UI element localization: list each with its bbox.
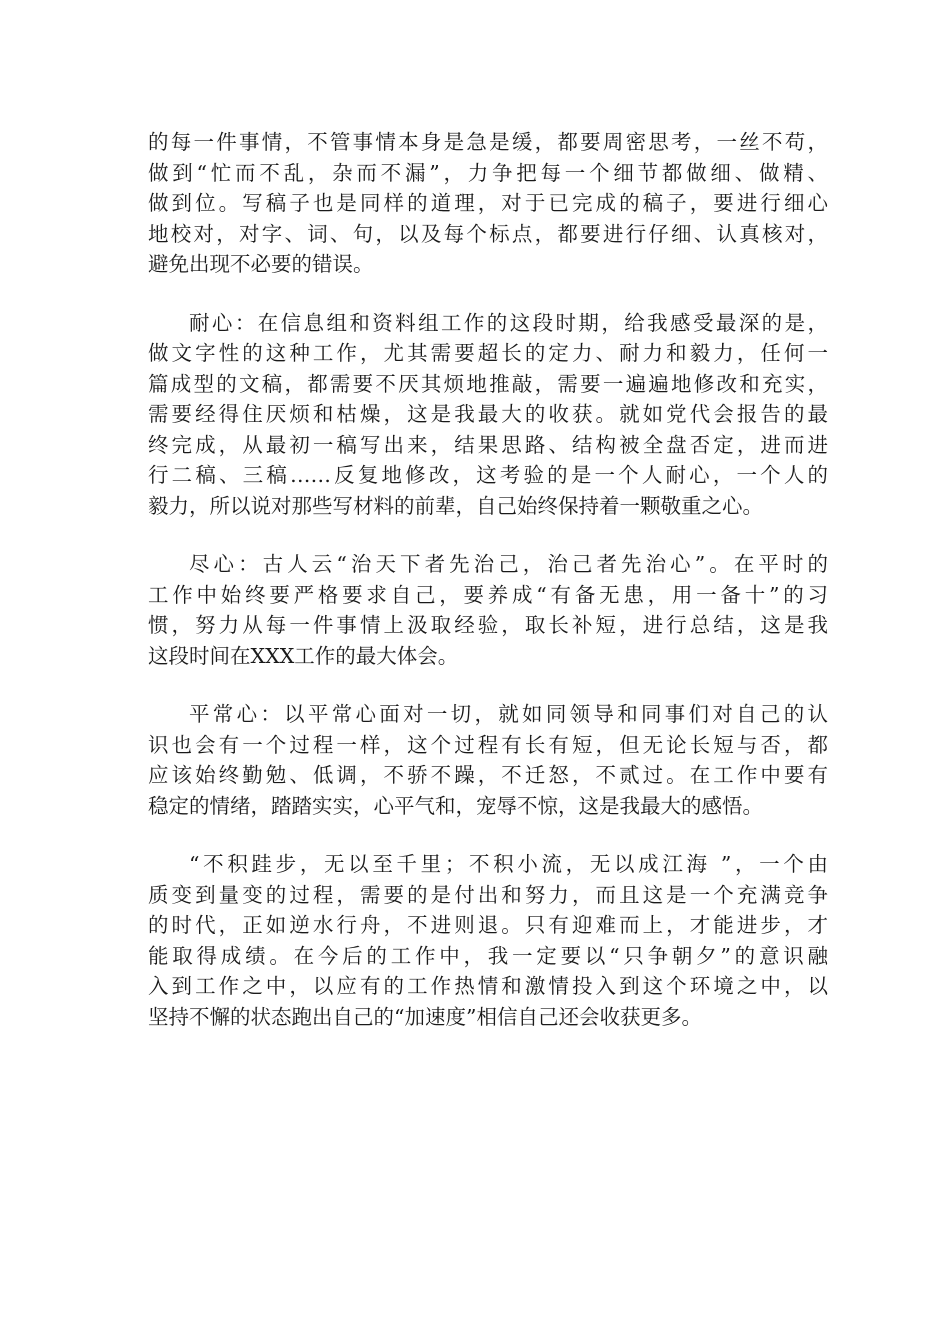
paragraph-line: 的每一件事情，不管事情本身是急是缓，都要周密思考，一丝不苟，: [148, 130, 828, 154]
paragraph-patience: [148, 308, 828, 522]
paragraph-line: “不积跬步，无以至千里；不积小流，无以成江海 ”，一个由: [189, 852, 828, 876]
paragraph-line: 能取得成绩。在今后的工作中，我一定要以“只争朝夕”的意识融: [148, 943, 828, 968]
paragraph-line: 做到“忙而不乱，杂而不漏”，力争把每一个细节都做细、做精、: [148, 160, 828, 185]
paragraph-conclusion: [148, 849, 828, 1032]
paragraph-line: 避免出现不必要的错误。: [148, 252, 374, 276]
paragraph-line: 工作中始终要严格要求自己，要养成“有备无患，用一备十”的习: [148, 582, 828, 607]
paragraph-line: 行二稿、三稿……反复地修改，这考验的是一个人耐心，一个人的: [148, 463, 828, 487]
paragraph-line: 的时代，正如逆水行舟，不进则退。只有迎难而上，才能进步，才: [148, 913, 828, 937]
paragraph-line: 尽心：古人云“治天下者先治己，治己者先治心”。在平时的: [189, 552, 828, 576]
paragraph-line: 做文字性的这种工作，尤其需要超长的定力、耐力和毅力，任何一: [148, 341, 828, 365]
paragraph-line: 应该始终勤勉、低调，不骄不躁，不迁怒，不贰过。在工作中要有: [148, 763, 828, 787]
paragraph-line: 地校对，对字、词、句，以及每个标点，都要进行仔细、认真核对，: [148, 221, 828, 246]
paragraph-line: 这段时间在XXX工作的最大体会。: [148, 643, 459, 668]
paragraph-line: 稳定的情绪，踏踏实实，心平气和，宠辱不惊，这是我最大的感悟。: [148, 793, 763, 818]
paragraph-line: 识也会有一个过程一样，这个过程有长有短，但无论长短与否，都: [148, 732, 828, 757]
paragraph-line: 质变到量变的过程，需要的是付出和努力，而且这是一个充满竞争: [148, 882, 828, 907]
paragraph-line: 入到工作之中，以应有的工作热情和激情投入到这个环境之中，以: [148, 974, 828, 998]
document-body: [148, 127, 828, 1060]
paragraph-line: 坚持不懈的状态跑出自己的“加速度”相信自己还会收获更多。: [148, 1004, 702, 1029]
paragraph-line: 毅力，所以说对那些写材料的前辈，自己始终保持着一颗敬重之心。: [148, 493, 763, 518]
paragraph-line: 需要经得住厌烦和枯燥，这是我最大的收获。就如党代会报告的最: [148, 402, 828, 426]
paragraph-line: 惯，努力从每一件事情上汲取经验，取长补短，进行总结，这是我: [148, 613, 828, 637]
paragraph-diligence: [148, 549, 828, 671]
paragraph-equanimity: [148, 699, 828, 821]
paragraph-line: 做到位。写稿子也是同样的道理，对于已完成的稿子，要进行细心: [148, 191, 828, 215]
paragraph-line: 平常心：以平常心面对一切，就如同领导和同事们对自己的认: [189, 702, 828, 726]
paragraph-line: 终完成，从最初一稿写出来，结果思路、结构被全盘否定，进而进: [148, 432, 828, 457]
paragraph-line: 耐心：在信息组和资料组工作的这段时期，给我感受最深的是，: [189, 310, 828, 335]
paragraph-line: 篇成型的文稿，都需要不厌其烦地推敲，需要一遍遍地修改和充实，: [148, 371, 828, 396]
paragraph-1: [148, 127, 828, 280]
